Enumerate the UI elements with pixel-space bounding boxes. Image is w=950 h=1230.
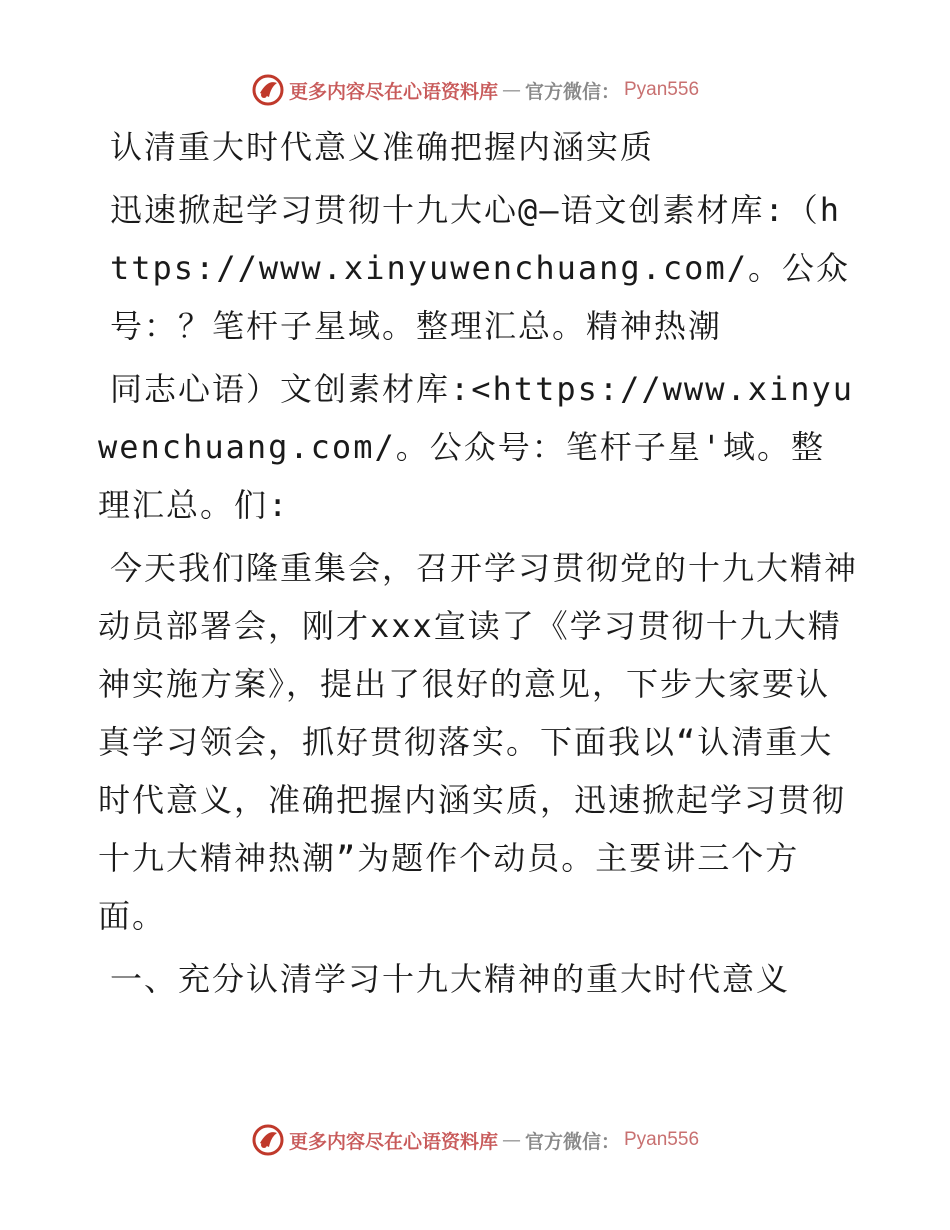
watermark-site-text: 更多内容尽在心语资料库 bbox=[288, 80, 498, 103]
watermark-dash: — bbox=[501, 1129, 521, 1151]
watermark-handle: Pyan556 bbox=[624, 79, 700, 100]
watermark-dash: — bbox=[501, 79, 521, 101]
paragraph-2: 同志心语）文创素材库:<https://www.xinyuwenchuang.com/。公众号：笔杆子星'域。整理汇总。们: bbox=[98, 370, 855, 524]
watermark-label: 官方微信： bbox=[524, 1130, 620, 1153]
logo-icon bbox=[251, 1123, 285, 1157]
watermark-site-text: 更多内容尽在心语资料库 bbox=[288, 1130, 498, 1153]
watermark-handle: Pyan556 bbox=[624, 1129, 700, 1150]
watermark-inner-footer bbox=[251, 1123, 699, 1157]
section-heading: 一、充分认清学习十九大精神的重大时代意义 bbox=[110, 960, 791, 998]
paragraph-1: 迅速掀起学习贯彻十九大心@—语文创素材库:（https://www.xinyuwenchuang.com/。公众号：？笔杆子星域。整理汇总。精神热潮 bbox=[110, 191, 850, 345]
logo-icon bbox=[251, 73, 285, 107]
footer-watermark bbox=[0, 1120, 950, 1160]
document-body bbox=[98, 118, 858, 1008]
header-watermark bbox=[0, 70, 950, 110]
watermark-label: 官方微信： bbox=[524, 80, 620, 103]
watermark-inner bbox=[251, 73, 699, 107]
document-title: 认清重大时代意义准确把握内涵实质 bbox=[110, 128, 655, 166]
paragraph-3: 今天我们隆重集会，召开学习贯彻党的十九大精神动员部署会，刚才xxx宣读了《学习贯彻十九大精神实施方案》，提出了很好的意见，下步大家要认真学习领会，抓好贯彻落实。下面我以“认清重大时代意义，准确把握内涵实质，迅速掀起学习贯彻十九大精神热潮”为题作个动员。主要讲三个方面。 bbox=[98, 549, 859, 935]
